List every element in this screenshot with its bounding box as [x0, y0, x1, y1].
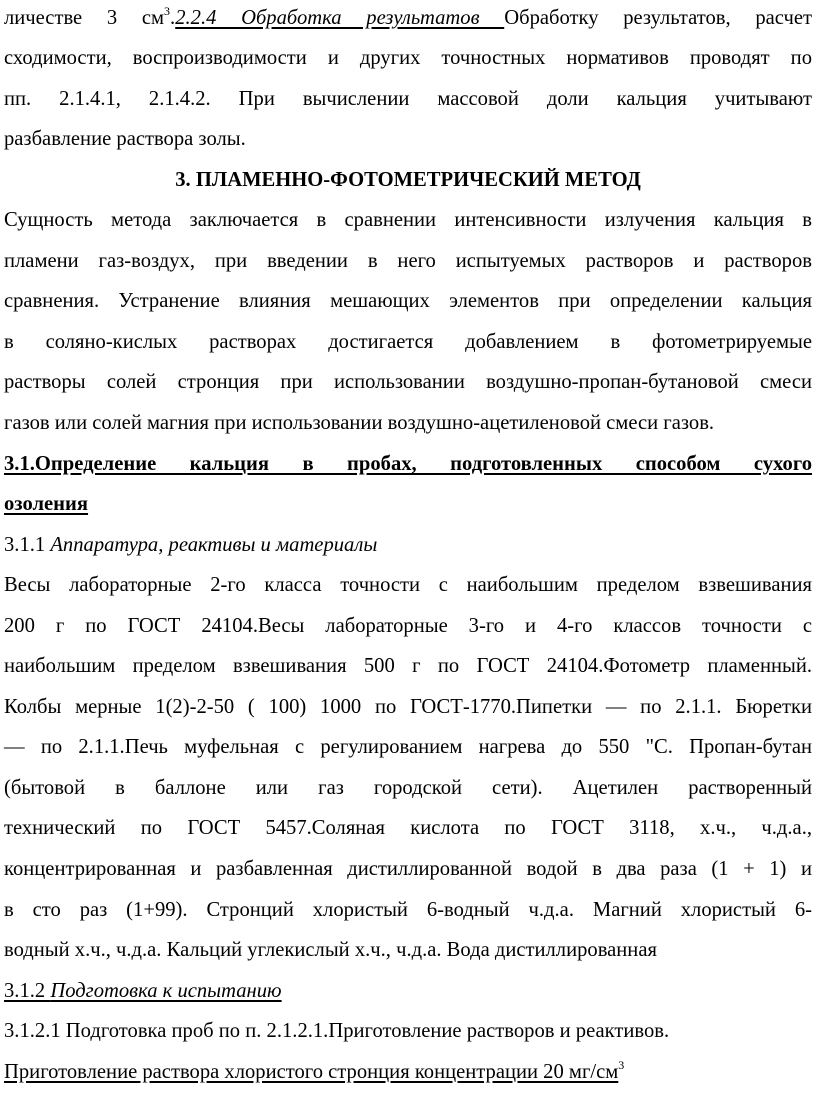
strontium-solution-heading: [4, 1057, 812, 1087]
equipment-line: концентрированная и разбавленная дистиллированной водой в два раза (1 + 1) и: [4, 858, 812, 880]
essence-line: в соляно-кислых растворах достигается добавлением в фотометрируемые: [4, 331, 812, 353]
equipment-line: 200 г по ГОСТ 24104.Весы лабораторные 3-го и 4-го классов точности с: [4, 615, 812, 637]
heading-text: Приготовление раствора хлористого стронция концентрации 20 мг/см: [4, 1061, 619, 1083]
equipment-line: Весы лабораторные 2-го класса точности с наибольшим пределом взвешивания: [4, 574, 812, 596]
equipment-line: Колбы мерные 1(2)-2-50 ( 100) 1000 по ГОСТ-1770.Пипетки — по 2.1.1. Бюретки: [4, 696, 812, 718]
item-title: Аппаратура, реактивы и материалы: [50, 534, 378, 556]
intro-line-2: сходимости, воспроизводимости и других точностных нормативов проводят по: [4, 47, 812, 69]
item-number: 3.1.1: [4, 534, 51, 556]
intro-period: .: [170, 7, 176, 29]
section-ref-224: 2.2.4 Обработка результатов: [175, 7, 505, 29]
equipment-line: в сто раз (1+99). Стронций хлористый 6-водный ч.д.а. Магний хлористый 6-: [4, 899, 812, 921]
equipment-line: водный х.ч., ч.д.а. Кальций углекислый х.ч., ч.д.а. Вода дистиллированная: [4, 939, 657, 961]
essence-line: Сущность метода заключается в сравнении интенсивности излучения кальция в: [4, 209, 812, 231]
intro-text-cont: Обработку результатов, расчет: [504, 7, 812, 29]
equipment-line: технический по ГОСТ 5457.Соляная кислота по ГОСТ 3118, х.ч., ч.д.а.,: [4, 817, 812, 839]
intro-text: личестве 3 см: [4, 7, 165, 29]
essence-line: растворы солей стронция при использовании воздушно-пропан-бутановой смеси: [4, 371, 812, 393]
essence-line: пламени газ-воздух, при введении в него испытуемых растворов и растворов: [4, 250, 812, 272]
item-312-heading: [4, 976, 812, 1006]
item-3121: 3.1.2.1 Подготовка проб по п. 2.1.2.1.Приготовление растворов и реактивов.: [4, 1020, 670, 1042]
item-title: Подготовка к испытанию: [50, 980, 282, 1002]
subsection-heading-31: 3.1.Определение кальция в пробах, подготовленных способом сухого: [4, 453, 812, 475]
essence-line: газов или солей магния при использовании воздушно-ацетиленовой смеси газов.: [4, 412, 715, 434]
equipment-line: (бытовой в баллоне или газ городской сети). Ацетилен растворенный: [4, 777, 812, 799]
essence-line: сравнения. Устранение влияния мешающих элементов при определении кальция: [4, 290, 812, 312]
equipment-line: — по 2.1.1.Печь муфельная с регулированием нагрева до 550 "С. Пропан-бутан: [4, 736, 812, 758]
superscript: 3: [164, 4, 171, 18]
subsection-heading-31-cont: озоления: [4, 493, 89, 515]
superscript: 3: [618, 1058, 625, 1072]
section-heading: 3. ПЛАМЕННО-ФОТОМЕТРИЧЕСКИЙ МЕТОД: [175, 169, 641, 191]
equipment-line: наибольшим пределом взвешивания 500 г по ГОСТ 24104.Фотометр пламенный.: [4, 655, 812, 677]
intro-line-3: пп. 2.1.4.1, 2.1.4.2. При вычислении массовой доли кальция учитывают: [4, 88, 812, 110]
intro-line-4: разбавление раствора золы.: [4, 128, 246, 150]
item-311-heading: [4, 530, 812, 560]
intro-line-1: [4, 3, 812, 33]
item-number: 3.1.2: [4, 980, 51, 1002]
